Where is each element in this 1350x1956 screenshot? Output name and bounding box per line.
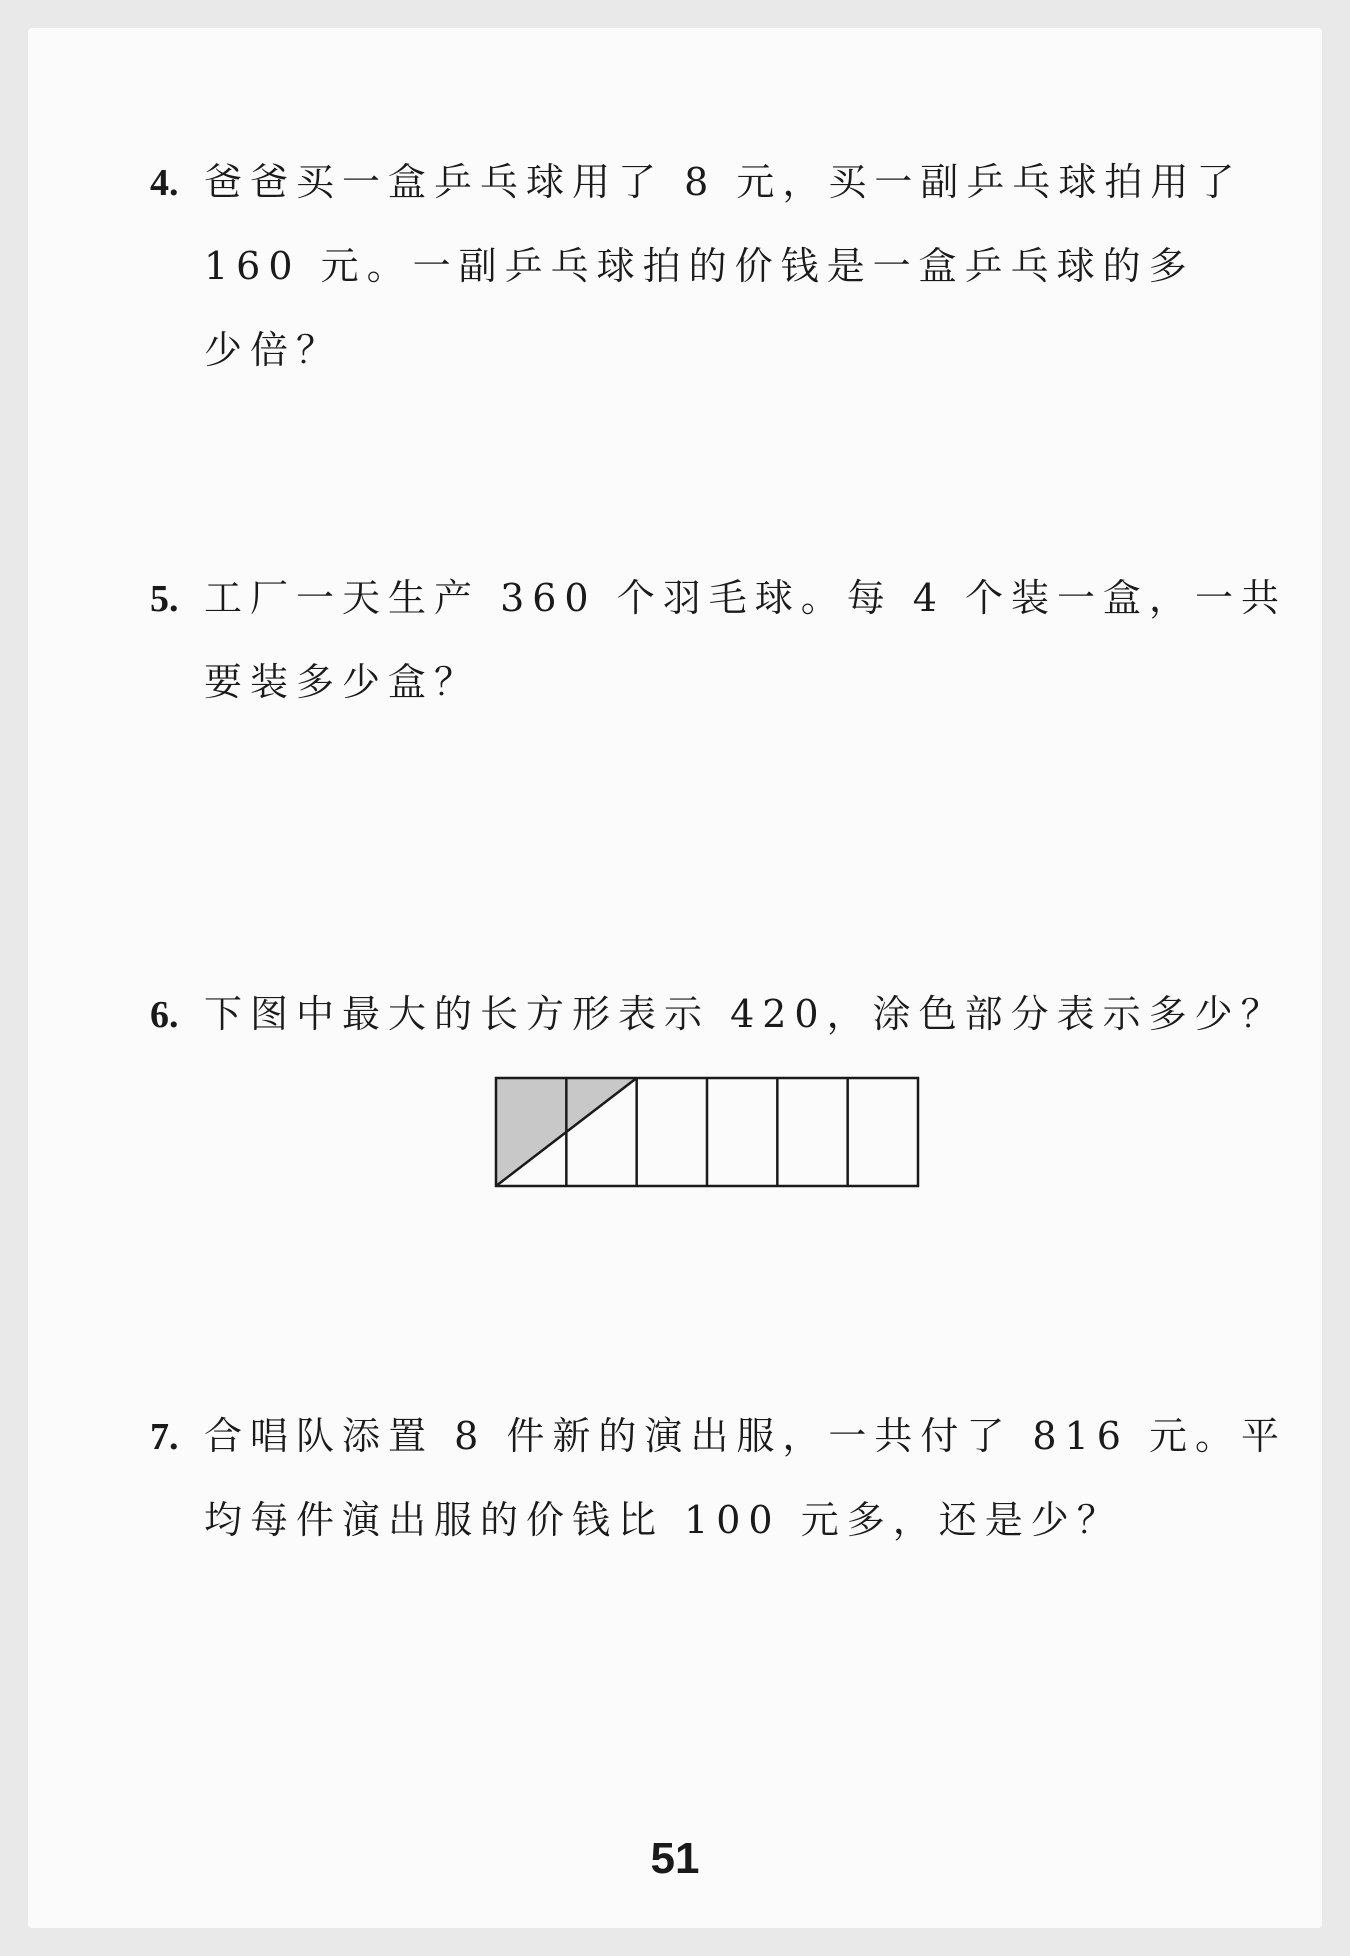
problem-6-number: 6. — [150, 994, 179, 1036]
problem-6-text-1: 下图中最大的长方形表示 420，涂色部分表示多少？ — [204, 992, 1287, 1036]
problem-4-text-1: 爸爸买一盒乒乓球用了 8 元，买一副乒乓球拍用了 — [204, 160, 1243, 204]
problem-4-text-2: 160 元。一副乒乓球拍的价钱是一盒乒乓球的多 — [204, 244, 1195, 288]
problem-7-text-1: 合唱队添置 8 件新的演出服，一共付了 816 元。平 — [204, 1414, 1288, 1458]
fraction-rectangle-figure — [494, 1076, 920, 1188]
problem-7 — [150, 1394, 1288, 1562]
problem-4-text-3: 少倍？ — [204, 328, 343, 372]
problem-5-number: 5. — [150, 578, 179, 620]
shaded-region-left — [496, 1078, 566, 1186]
problem-7-number: 7. — [150, 1416, 179, 1458]
problem-7-line-1 — [150, 1394, 1288, 1478]
problem-5 — [150, 556, 1288, 724]
problem-5-text-1: 工厂一天生产 360 个羽毛球。每 4 个装一盒，一共 — [204, 576, 1288, 620]
problem-6 — [150, 972, 1287, 1056]
problem-4-number: 4. — [150, 162, 179, 204]
problem-6-line-1 — [150, 972, 1287, 1056]
problem-4 — [150, 140, 1243, 392]
problem-5-text-2: 要装多少盒？ — [204, 660, 481, 704]
problem-5-line-1 — [150, 556, 1288, 640]
problem-7-text-2: 均每件演出服的价钱比 100 元多，还是少？ — [204, 1498, 1123, 1542]
page-number: 51 — [650, 1834, 700, 1883]
problem-4-line-1 — [150, 140, 1243, 224]
